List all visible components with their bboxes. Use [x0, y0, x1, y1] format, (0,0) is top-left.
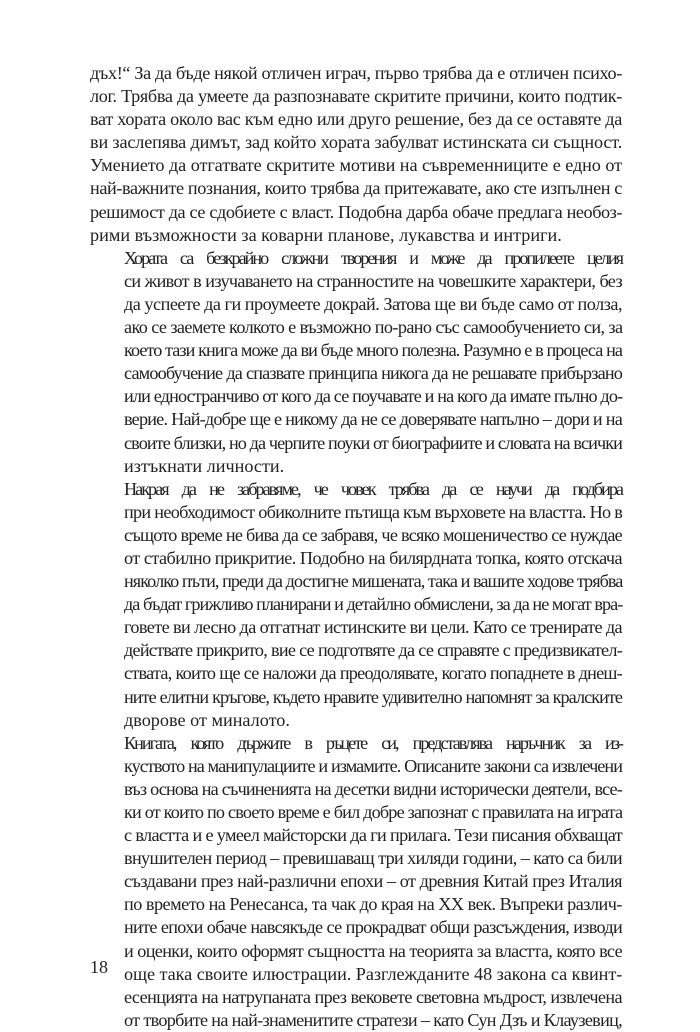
text-line: верие. Най-добре ще е никому да не се доверявате напълно – дори и на [124, 409, 622, 430]
text-line: да бъдат грижливо планирани и детайлно обмислени, за да не могат вра- [124, 594, 623, 615]
text-line: дъх!“ За да бъде някой отличен играч, първо трябва да е отличен психо- [90, 63, 622, 83]
text-line: създавани през най-различни епохи – от древния Китай през Италия [124, 871, 622, 892]
text-line: няколко пъти, преди да достигне мишената, така и вашите ходове трябва [124, 571, 623, 592]
text-line: си живот в изучаването на странностите на човешките характери, без [124, 270, 622, 291]
text-line: с властта и е умеел майсторски да ги прилага. Тези писания обхващат [124, 825, 622, 846]
text-line: или едностранчиво от кого да се поучавате и на кого да имате пълно до- [124, 386, 623, 407]
text-line: ствата, които ще се наложи да преодолявате, когато попаднете в днеш- [124, 663, 622, 684]
text-line: още така своите илюстрации. Разглежданите 48 закона са квинт- [124, 963, 623, 984]
text-line: ки от които по своето време е бил добре запознат с правилата на играта [124, 802, 623, 822]
text-line: изтъкнати личности. [124, 455, 285, 476]
paragraph-1 [90, 62, 622, 247]
body-text [90, 62, 622, 1032]
text-line: действате прикрито, вие се подготвяте да се справяте с предизвикател- [124, 640, 622, 661]
text-line: рими възможности за коварни планове, лукавства и интриги. [90, 224, 562, 245]
text-line: да успеете да ги проумеете докрай. Затова ще ви бъде само от полза, [124, 293, 622, 314]
text-line: Накрая да не забравяме, че човек трябва да се научи да подбира [124, 478, 622, 499]
text-line: ако се заемете колкото е възможно по-рано със самообучението си, за [124, 317, 623, 338]
text-line: най-важните познания, които трябва да притежавате, ако сте изпълнен с [90, 178, 622, 199]
text-line: куството на манипулациите и измамите. Описаните закони са извлечени [124, 755, 622, 776]
text-line: от стабилно прикритие. Подобно на билярдната топка, която отскача [124, 547, 622, 568]
text-line: по времето на Ренесанса, та чак до края на XX век. Въпреки различ- [124, 894, 622, 915]
text-line: ват хората около вас към едно или друго решение, без да се оставяте да [90, 109, 622, 130]
text-line: Книгата, която държите в ръцете си, представлява наръчник за из- [124, 732, 622, 753]
text-line: решимост да се сдобиете с власт. Подобна дарба обаче предлага необоз- [90, 201, 622, 222]
page-number: 18 [90, 957, 108, 977]
text-line: самообучение да спазвате принципа никога да не решавате прибързано [124, 363, 622, 384]
text-line: лог. Трябва да умеете да разпознавате скритите причини, които подтик- [90, 86, 622, 107]
text-line: своите близки, но да черпите поуки от биографиите и словата на всички [124, 432, 622, 453]
text-line: Умението да отгатвате скритите мотиви на съвременниците е едно от [90, 155, 622, 176]
text-line: същото време не бива да се забравя, че всяко мошеничество се нуждае [124, 524, 622, 545]
paragraph-3 [90, 478, 622, 732]
text-line: ви заслепява димът, зад който хората забулват истинската си същност. [90, 132, 623, 153]
text-line: при необходимост обиколните пътища към върховете на властта. Но в [124, 501, 623, 522]
text-line: което тази книга може да ви бъде много полезна. Разумно е в процеса на [124, 340, 622, 361]
text-line: дворове от миналото. [124, 709, 290, 730]
text-line: ните епохи обаче навсякъде се прокрадват общи разсъждения, изводи [124, 917, 622, 938]
text-line: от творбите на най-знаменитите стратези – като Сун Дзъ и Клаузевиц, [124, 1009, 622, 1030]
text-line: внушителен период – превишаващ три хиляди години, – като са били [124, 848, 622, 869]
paragraph-4 [90, 732, 622, 1032]
text-line: говете ви лесно да отгатнат истинските ви цели. Като се тренирате да [124, 617, 623, 638]
text-line: въз основа на съчиненията на десетки видни исторически деятели, все- [124, 778, 622, 799]
paragraph-2 [90, 247, 622, 478]
text-line: и оценки, които оформят същността на теорията за властта, която все [124, 940, 622, 961]
text-line: есенцията на натрупаната през вековете световна мъдрост, извлечена [124, 986, 622, 1007]
text-line: ните елитни кръгове, където нравите удивително напомнят за кралските [124, 686, 622, 707]
text-line: Хората са безкрайно сложни творения и може да пропилеете целия [124, 247, 622, 268]
